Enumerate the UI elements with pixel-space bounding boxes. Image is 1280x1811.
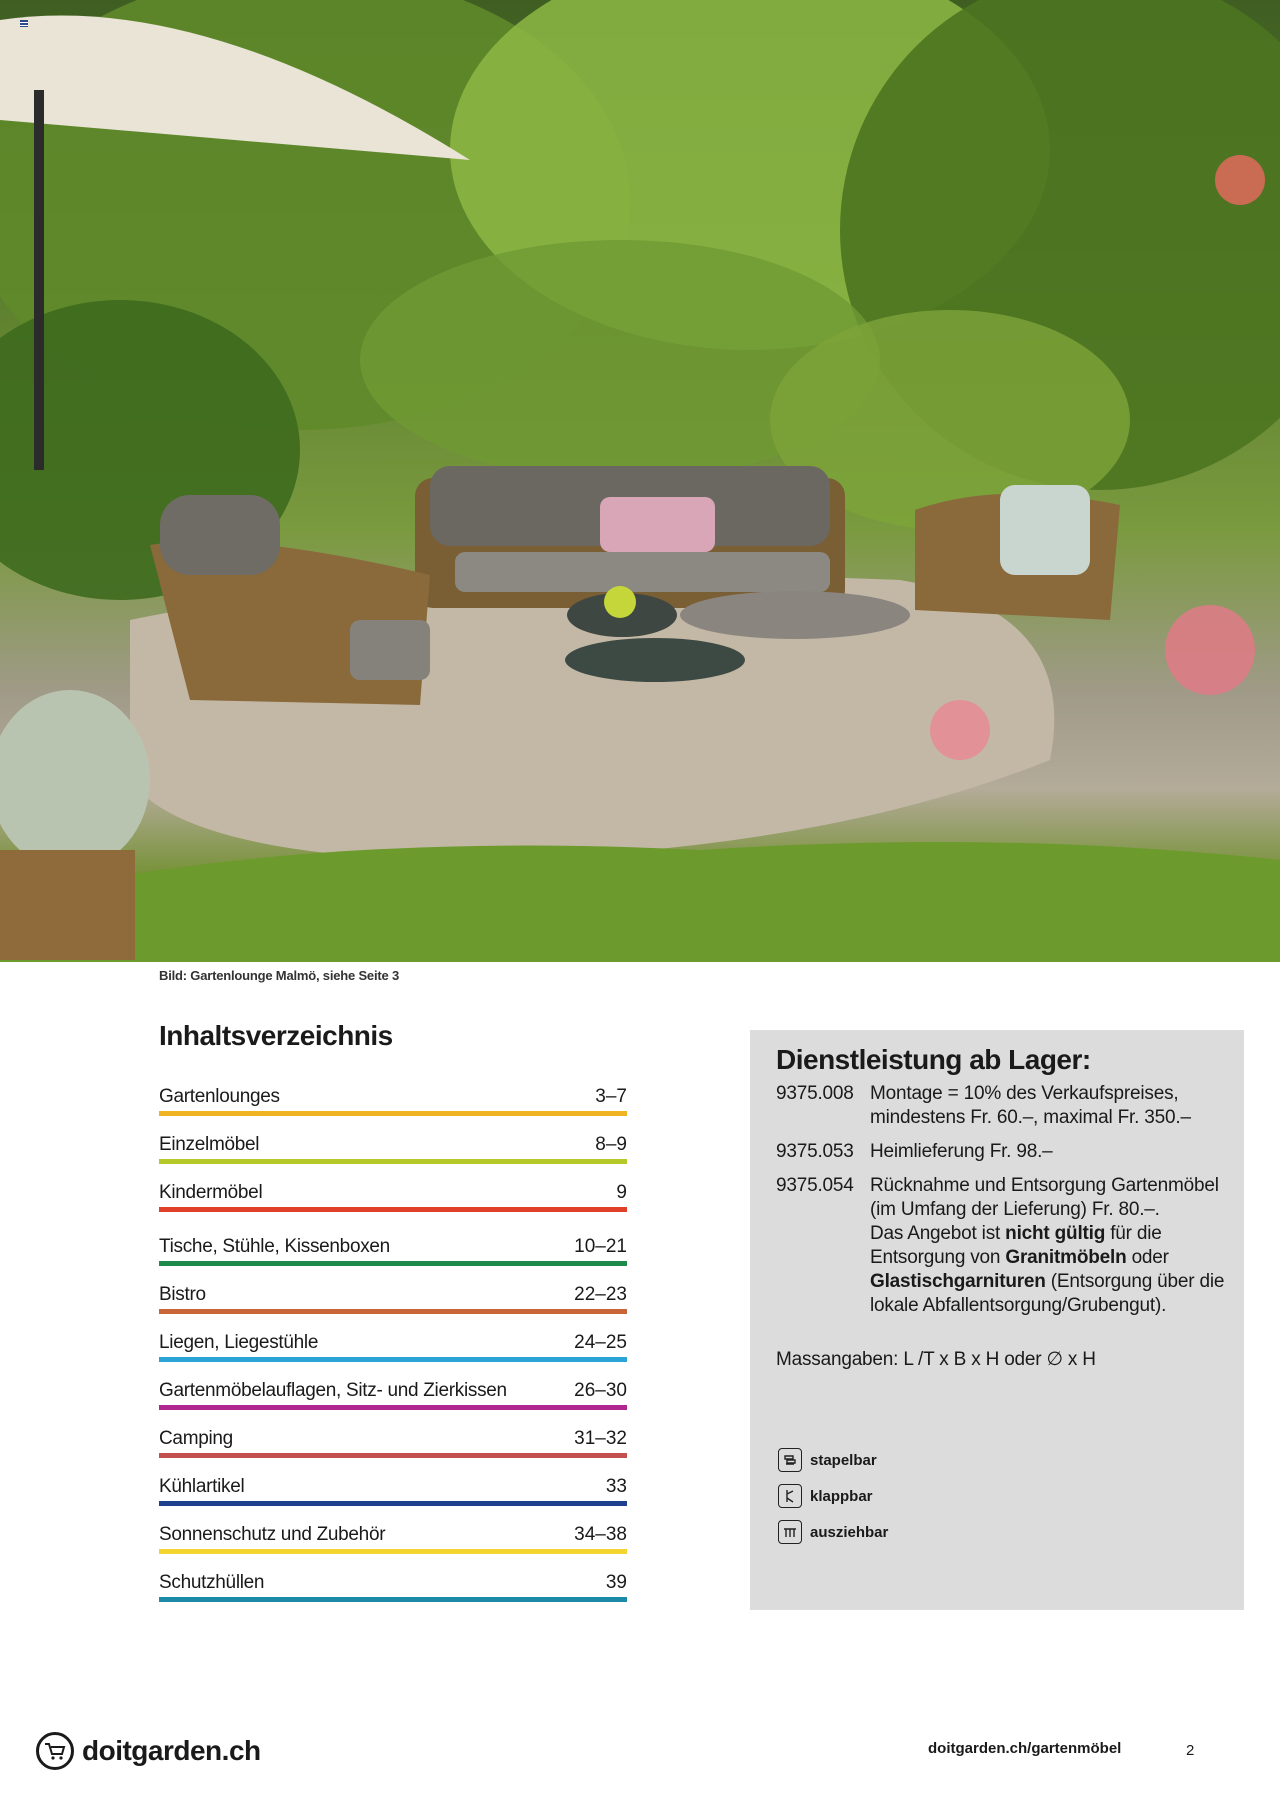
- toc-row[interactable]: [159, 1468, 627, 1516]
- toc-color-bar: [159, 1357, 627, 1362]
- toc-color-bar: [159, 1159, 627, 1164]
- toc-title: Inhaltsverzeichnis: [159, 1020, 393, 1051]
- footer-url-link[interactable]: doitgarden.ch/gartenmöbel: [928, 1740, 1122, 1757]
- service-item: [776, 1082, 1226, 1130]
- icon-legend: [778, 1442, 888, 1550]
- toc-label: Tische, Stühle, Kissenboxen: [159, 1236, 390, 1257]
- photo-caption: Bild: Gartenlounge Malmö, siehe Seite 3: [159, 968, 399, 983]
- toc-color-bar: [159, 1453, 627, 1458]
- toc-label: Liegen, Liegestühle: [159, 1332, 319, 1353]
- toc-row[interactable]: [159, 1174, 627, 1222]
- flag-icon: [20, 20, 28, 27]
- toc-pages: 9: [616, 1182, 627, 1203]
- toc-label: Sonnenschutz und Zubehör: [159, 1524, 386, 1545]
- toc-color-bar: [159, 1261, 627, 1266]
- toc-pages: 26–30: [574, 1380, 627, 1401]
- toc-color-bar: [159, 1597, 627, 1602]
- toc-pages: 33: [605, 1476, 627, 1497]
- toc-row[interactable]: [159, 1516, 627, 1564]
- toc-row[interactable]: [159, 1564, 627, 1612]
- service-desc: Montage = 10% des Verkaufspreises, mindestens Fr. 60.–, maximal Fr. 350.–: [870, 1083, 1191, 1128]
- toc-label: Kindermöbel: [159, 1182, 263, 1203]
- brand-name: doitgarden.ch: [82, 1735, 261, 1766]
- toc-color-bar: [159, 1111, 627, 1116]
- service-item: [776, 1140, 1226, 1164]
- toc-color-bar: [159, 1207, 627, 1212]
- toc-row[interactable]: [159, 1126, 627, 1174]
- toc-label: Schutzhüllen: [159, 1572, 265, 1593]
- legend-item: [778, 1514, 888, 1550]
- service-note: Das Angebot ist nicht gültig für die Entsorgung von Granitmöbeln oder Glastischgarnituren (Entsorgung über die lokale Abfallentsorgung/Grubengut).: [870, 1223, 1225, 1316]
- toc-pages: 8–9: [595, 1134, 627, 1155]
- toc-color-bar: [159, 1405, 627, 1410]
- extend-icon: [778, 1520, 802, 1544]
- page-number: 2: [1186, 1742, 1195, 1759]
- service-title: Dienstleistung ab Lager:: [776, 1044, 1091, 1075]
- brand-logo[interactable]: [36, 1732, 261, 1770]
- service-code: 9375.054: [776, 1175, 854, 1196]
- toc-label: Bistro: [159, 1284, 206, 1305]
- fold-icon: [778, 1484, 802, 1508]
- toc-label: Gartenlounges: [159, 1086, 280, 1107]
- toc-label: Camping: [159, 1428, 233, 1449]
- stack-icon: [778, 1448, 802, 1472]
- service-box: [750, 1030, 1244, 1610]
- legend-label: klappbar: [810, 1487, 873, 1505]
- toc-label: Kühlartikel: [159, 1476, 245, 1497]
- toc-label: Einzelmöbel: [159, 1134, 260, 1155]
- table-of-contents: [159, 1020, 627, 1612]
- service-list: [776, 1082, 1226, 1318]
- toc-row[interactable]: [159, 1324, 627, 1372]
- service-desc: Rücknahme und Entsorgung Gartenmöbel (im Umfang der Lieferung) Fr. 80.–.: [870, 1175, 1219, 1220]
- toc-pages: 10–21: [574, 1236, 627, 1257]
- toc-row[interactable]: [159, 1228, 627, 1276]
- toc-pages: 31–32: [574, 1428, 627, 1449]
- toc-row[interactable]: [159, 1078, 627, 1126]
- toc-label: Gartenmöbelauflagen, Sitz- und Zierkissen: [159, 1380, 507, 1401]
- toc-pages: 3–7: [595, 1086, 627, 1107]
- toc-pages: 34–38: [574, 1524, 627, 1545]
- toc-color-bar: [159, 1549, 627, 1554]
- legend-item: [778, 1442, 888, 1478]
- toc-row[interactable]: [159, 1372, 627, 1420]
- toc-color-bar: [159, 1309, 627, 1314]
- service-code: 9375.008: [776, 1083, 854, 1104]
- toc-pages: 39: [605, 1572, 627, 1593]
- toc-pages: 24–25: [574, 1332, 627, 1353]
- toc-row[interactable]: [159, 1276, 627, 1324]
- cart-icon: [36, 1732, 74, 1770]
- toc-color-bar: [159, 1501, 627, 1506]
- dimensions-note: Massangaben: L /T x B x H oder ∅ x H: [776, 1349, 1096, 1370]
- service-code: 9375.053: [776, 1141, 854, 1162]
- service-item: [776, 1174, 1226, 1222]
- legend-label: ausziehbar: [810, 1523, 889, 1541]
- legend-item: [778, 1478, 888, 1514]
- service-desc: Heimlieferung Fr. 98.–: [870, 1141, 1053, 1162]
- toc-pages: 22–23: [574, 1284, 627, 1305]
- legend-label: stapelbar: [810, 1451, 877, 1469]
- toc-row[interactable]: [159, 1420, 627, 1468]
